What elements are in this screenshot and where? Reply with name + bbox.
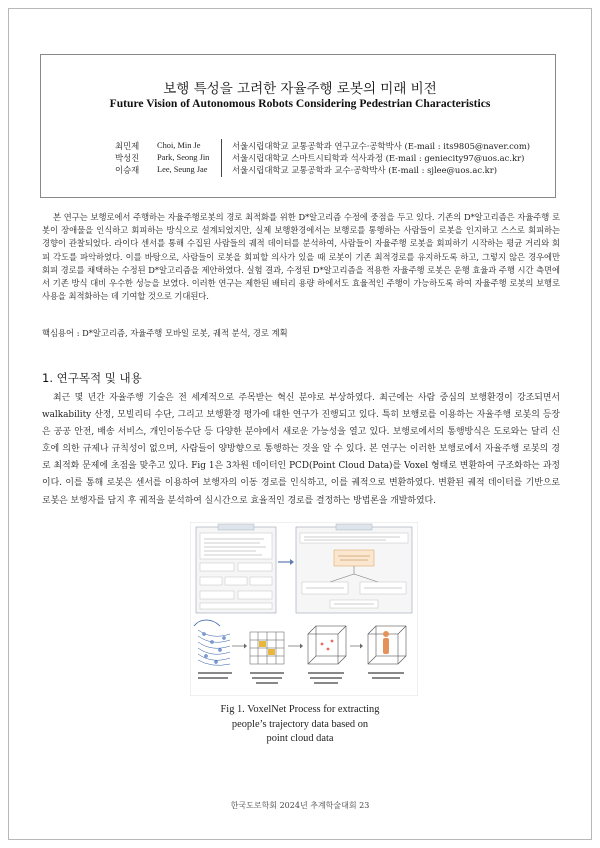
author-name-en: Park, Seong Jin [157, 153, 210, 163]
author-affiliation: 서울시립대학교 교통공학과 연구교수·공학박사 (E-mail : its9805@naver.com) [232, 141, 531, 151]
author-name-en: Choi, Min Je [157, 141, 201, 150]
page-footer: 한국도로학회 2024년 추계학술대회 23 [230, 801, 370, 810]
author-affiliation: 서울시립대학교 교통공학과 교수·공학박사 (E-mail : sjlee@uos.ac.kr) [232, 165, 498, 176]
author-divider [221, 139, 222, 177]
author-name-en: Lee, Seung Jae [157, 165, 208, 175]
author-affiliation: 서울시립대학교 스마트시티학과 석사과정 (E-mail : geniecity97@uos.ac.kr) [232, 153, 525, 164]
author-name-ko: 최민제 [115, 141, 140, 151]
figure-caption-line: people’s trajectory data based on [231, 718, 369, 730]
author-name-ko: 박성진 [115, 153, 140, 164]
section-body: 최근 몇 년간 자율주행 기술은 전 세계적으로 주목받는 혁신 분야로 부상하였다. 최근에는 사람 중심의 보행환경이 강조되면서 walkability 산정, 모빌리티 수단, 그리고 보행환경 평가에 대한 연구가 진행되고 있다. 특히 보행로를 이용하는 자율주행 로봇의 등장은 공공 안전, 배송 서비스, 개인이동수단 등 다양한 분야에서 새로운 가능성을 열고 있다. 보행로에서의 통행방식은 도로와는 달리 신호에 의한 규제나 규칙성이 없으며, 사람들이 양방향으로 통행하는 것을 알 수 있다. 본 연구는 이러한 보행로에서 자율주행 로봇의 경로 최적화 문제에 초점을 맞추고 있다. Fig 1은 3차원 데이터인 PCD(Point Cloud Data)를 Voxel 형태로 변환하여 구조화하는 과정이다. 이를 통해 로봇은 센서를 이용하여 보행자의 이동 경로를 인식하고, 이를 궤적으로 변환하였다. 변환된 궤적 데이터를 기반으로 로봇은 보행자를 담지 후 궤적을 분석하여 실시간으로 효율적인 경로를 결정하는 방법론을 개발하였다. [42, 393, 560, 506]
figure-caption-line: point cloud data [266, 733, 334, 745]
figure-voxelnet [190, 522, 418, 696]
figure-caption-line: Fig 1. VoxelNet Process for extracting [220, 704, 380, 715]
figure-caption [0, 703, 600, 747]
author-name-ko: 이승재 [115, 165, 140, 176]
section-title: 1. 연구목적 및 내용 [42, 371, 142, 385]
title-korean: 보행 특성을 고려한 자율주행 로봇의 미래 비전 [163, 81, 437, 97]
abstract: 본 연구는 보행로에서 주행하는 자율주행로봇의 경로 최적화를 위한 D*알고리즘 수정에 중점을 두고 있다. 기존의 D*알고리즘은 자율주행 로봇이 장애물을 인식하고 회피하는 방식으로 설계되었지만, 실제 보행환경에서는 보행로를 통행하는 사람들이 로봇을 인지하고 스스로 회피하는 경향이 관찰되었다. 라이다 센서를 통해 수집된 사람들의 궤적 데이터를 분석하여, 사람들이 자율주행 로봇을 회피하기 시작하는 평균 거리와 회피 각도를 파악하였다. 이를 바탕으로, 사람들이 로봇을 회피할 의사가 있을 때 로봇이 기존 최적경로를 유지하도록 하고, 그렇지 않은 경우에만 회피 경로를 채택하는 수정된 D*알고리즘을 제안하였다. 실험 결과, 수정된 D*알고리즘을 적용한 자율주행 로봇은 운행 효율과 주행 시간 측면에서 기존 방식 대비 우수한 성능을 보였다. 이러한 연구는 제한된 배터리 용량 하에서도 효율적인 주행이 가능하도록 하여 자율주행 로봇의 보행로 사용을 최적화하는 데 기여할 것으로 기대된다. [42, 212, 560, 302]
title-english: Future Vision of Autonomous Robots Considering Pedestrian Characteristics [109, 97, 491, 110]
keywords: 핵심용어 : D*알고리즘, 자율주행 모바일 로봇, 궤적 분석, 경로 계획 [42, 328, 288, 338]
voxelnet-diagram [190, 522, 418, 696]
